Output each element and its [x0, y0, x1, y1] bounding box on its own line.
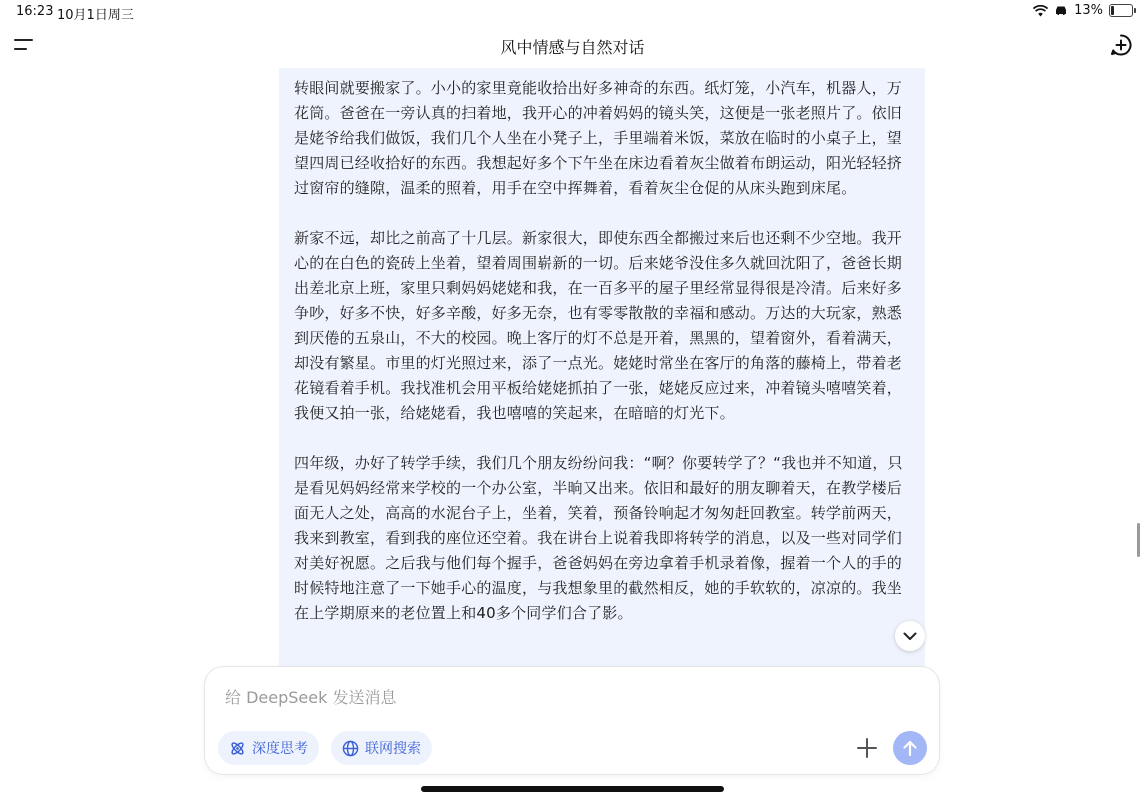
arrow-up-icon: [902, 739, 918, 757]
message-input[interactable]: [223, 683, 907, 711]
car-icon: [1054, 5, 1068, 16]
scrollbar[interactable]: [1137, 523, 1140, 557]
message-paragraph: 新家不远，却比之前高了十几层。新家很大，即使东西全都搬过来后也还剩不少空地。我开心的在白色的瓷砖上坐着，望着周围崭新的一切。后来姥爷没住多久就回沈阳了，爸爸长期出差北京上班，家里只剩妈妈姥姥和我，在一百多平的屋子里经常显得很是冷清。后来好多争吵，好多不快，好多辛酸，好多无奈，也有零零散散的幸福和感动。万达的大玩家，熟悉到厌倦的五泉山，不大的校园。晚上客厅的灯不总是开着，黑黑的，望着窗外，看着满天，却没有繁星。市里的灯光照过来，添了一点光。姥姥时常坐在客厅的角落的藤椅上，带着老花镜看着手机。我找准机会用平板给姥姥抓拍了一张，姥姥反应过来，冲着镜头嘻嘻笑着，我便又拍一张，给姥姥看，我也嘻嘻的笑起来，在暗暗的灯光下。: [294, 229, 903, 422]
deep-think-toggle[interactable]: [218, 731, 319, 765]
globe-icon: [342, 740, 359, 757]
conversation-title: 风中情感与自然对话: [500, 38, 645, 57]
battery-icon: [1109, 4, 1133, 17]
message-text: [279, 68, 925, 626]
battery-level: [1111, 6, 1114, 15]
scroll-down-button[interactable]: [895, 621, 925, 651]
status-bar: [0, 0, 1145, 24]
user-message-bubble: [279, 68, 925, 668]
message-paragraph: 四年级，办好了转学手续，我们几个朋友纷纷问我：“啊？你要转学了？“我也并不知道，只是看见妈妈经常来学校的一个办公室，半晌又出来。依旧和最好的朋友聊着天，在教学楼后面无人之处，高高的水泥台子上，坐着，笑着，预备铃响起才匆匆赶回教室。转学前两天，我来到教室，看到我的座位还空着。我在讲台上说着我即将转学的消息，以及一些对同学们对美好祝愿。之后我与他们每个握手，爸爸妈妈在旁边拿着手机录着像，握着一个人的手的时候特地注意了一下她手心的温度，与我想象里的截然相反，她的手软软的，凉凉的。我坐在上学期原来的老位置上和40多个同学们合了影。: [294, 454, 903, 622]
wifi-icon: [1033, 5, 1048, 17]
send-button[interactable]: [893, 731, 927, 765]
status-date: 10月1日周三: [57, 8, 134, 23]
web-search-label: 联网搜索: [365, 741, 421, 757]
deep-think-label: 深度思考: [252, 741, 308, 757]
battery-percent: 13%: [1074, 3, 1103, 18]
new-chat-button[interactable]: [1109, 33, 1133, 57]
status-indicators: [1033, 3, 1133, 18]
home-indicator[interactable]: [421, 786, 724, 792]
chevron-down-icon: [903, 632, 917, 641]
web-search-toggle[interactable]: [331, 731, 432, 765]
message-paragraph: 转眼间就要搬家了。小小的家里竟能收拾出好多神奇的东西。纸灯笼，小汽车，机器人，万花筒。爸爸在一旁认真的扫着地，我开心的冲着妈妈的镜头笑，这便是一张老照片了。依旧是姥爷给我们做饭，我们几个人坐在小凳子上，手里端着米饭，菜放在临时的小桌子上，望望四周已经收拾好的东西。我想起好多个下午坐在床边看着灰尘做着布朗运动，阳光轻轻挤过窗帘的缝隙，温柔的照着，用手在空中挥舞着，看着灰尘仓促的从床头跑到床尾。: [294, 79, 903, 197]
attach-button[interactable]: [856, 737, 878, 759]
status-time: 16:23: [16, 4, 54, 19]
message-composer: [205, 667, 939, 774]
atom-icon: [229, 740, 246, 757]
header: [0, 24, 1145, 68]
